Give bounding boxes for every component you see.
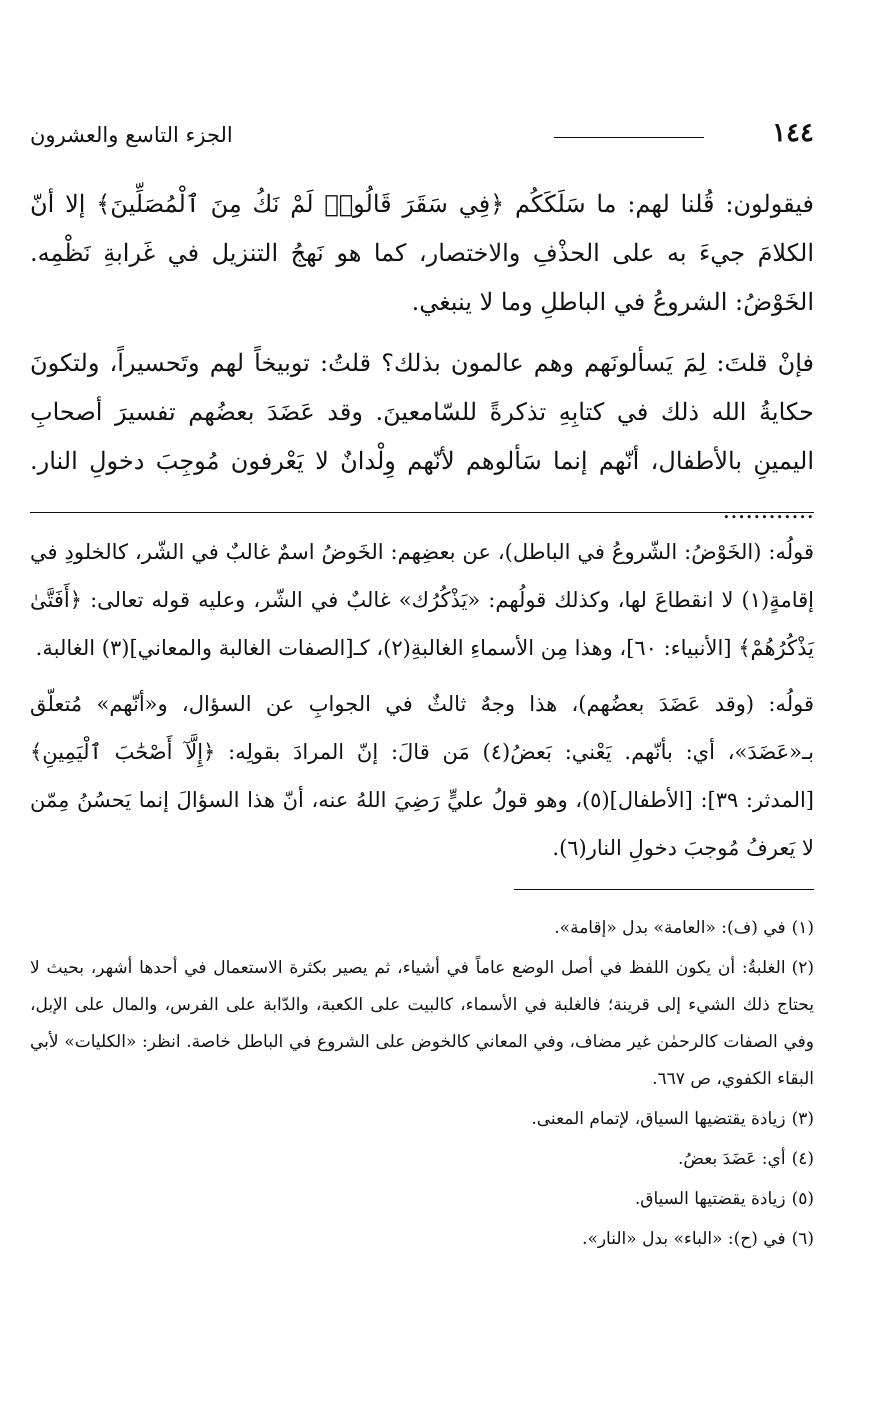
footnote: [30, 1101, 814, 1138]
book-page: [30, 0, 814, 1403]
footnote-divider: [514, 889, 814, 890]
header-rule: [554, 137, 704, 138]
footnote-text: في (ف): «العامة» بدل «إقامة».: [554, 918, 786, 938]
footnote: [30, 1221, 814, 1258]
section-divider: [30, 512, 814, 513]
commentary-paragraph: قولُه: (وقد عَضَدَ بعضُهم)، هذا وجهٌ ثالثٌ في الجوابِ عن السؤال، و«أنّهم» مُتعلّق بـ«عَضَدَ»، أي: بأنّهم. يَعْني: بَعضُ(٤) مَن قالَ: إنّ المرادَ بقولِه: ﴿إِلَّآ أَصْحَٰبَ ٱلْيَمِينِ﴾ [المدثر: ٣٩]: [الأطفال](٥)، وهو قولُ عليٍّ رَضِيَ اللهُ عنه، أنّ هذا السؤالَ إنما يَحسُنُ مِمّن لا يَعرفُ مُوجبَ دخولِ النار(٦).: [30, 692, 814, 860]
footnote: [30, 1141, 814, 1178]
footnote-number: (٣): [791, 1109, 814, 1129]
footnote-text: زيادة يقضتيها السياق.: [634, 1189, 786, 1209]
main-text: [30, 180, 814, 547]
footnote: [30, 910, 814, 947]
main-paragraph: فيقولون: قُلنا لهم: ما سَلَكَكُم ﴿فِي سَقَرَ قَالُوا۟ لَمْ نَكُ مِنَ ٱلْمُصَلِّينَ﴾ إلا أنّ الكلامَ جيءَ به على الحذْفِ والاختصار، كما هو نَهجُ التنزيل في غَرابةِ نَظْمِه. الخَوْضُ: الشروعُ في الباطلِ وما لا ينبغي.: [30, 190, 814, 316]
footnote-number: (٦): [791, 1229, 814, 1249]
running-title: الجزء التاسع والعشرون: [30, 123, 233, 147]
commentary-paragraph: قولُه: (الخَوْضُ: الشّروعُ في الباطل)، عن بعضِهم: الخَوضُ اسمٌ غالبٌ في الشّر، كالخلودِ في إقامةٍ(١) لا انقطاعَ لها، وكذلك قولُهم: «يَذْكُرُك» غالبٌ في الشّر، وعليه قوله تعالى: ﴿أَفَتَّىٰ يَذْكُرُهُمْ﴾ [الأنبياء: ٦٠]، وهذا مِن الأسماءِ الغالبةِ(٢)، كـ[الصفات الغالبة والمعاني](٣) الغالبة.: [30, 540, 814, 660]
running-header: [30, 116, 814, 156]
footnote-number: (١): [791, 918, 814, 938]
footnote-number: (٤): [791, 1149, 814, 1169]
footnote-text: في (ح): «الباء» بدل «النار».: [582, 1229, 786, 1249]
footnote-text: زيادة يقتضيها السياق، لإتمام المعنى.: [531, 1109, 786, 1129]
footnote-text: أي: عَضَدَ بعضُ.: [678, 1149, 786, 1169]
commentary: [30, 528, 814, 880]
page-number: ١٤٤: [772, 118, 814, 148]
footnote-number: (٥): [791, 1189, 814, 1209]
footnote: [30, 1181, 814, 1218]
footnote-number: (٢): [791, 958, 814, 978]
footnote-text: الغلبةُ: أن يكون اللفظ في أصل الوضع عاماً في أشياء، ثم يصير بكثرة الاستعمال في أحدها أشهر، بحيث لا يحتاج ذلك الشيء إلى قرينة؛ فالغلبة في الأسماء، كالبيت على الكعبة، والدّابة على الفرس، والمال على الإبل، وفي الصفات كالرحمٰن غير مضاف، وفي المعاني كالخوض على الشروع في الباطل خاصة. انظر: «الكليات» لأبي البقاء الكفوي، ص ٦٦٧.: [30, 958, 814, 1089]
footnotes: [30, 910, 814, 1261]
footnote: [30, 950, 814, 1098]
main-paragraph: فإنْ قلتَ: لِمَ يَسألونَهم وهم عالمون بذلك؟ قلتُ: توبيخاً لهم وتَحسيراً، ولتكونَ حكايةُ الله ذلك في كتابِهِ تذكرةً للسّامعينَ. وقد عَضَدَ بعضُهم تفسيرَ أصحابِ اليمينِ بالأطفال، أنّهم إنما سَألوهم لأنّهم وِلْدانٌ لا يَعْرفون مُوجِبَ دخولِ النار. ............: [30, 349, 814, 524]
